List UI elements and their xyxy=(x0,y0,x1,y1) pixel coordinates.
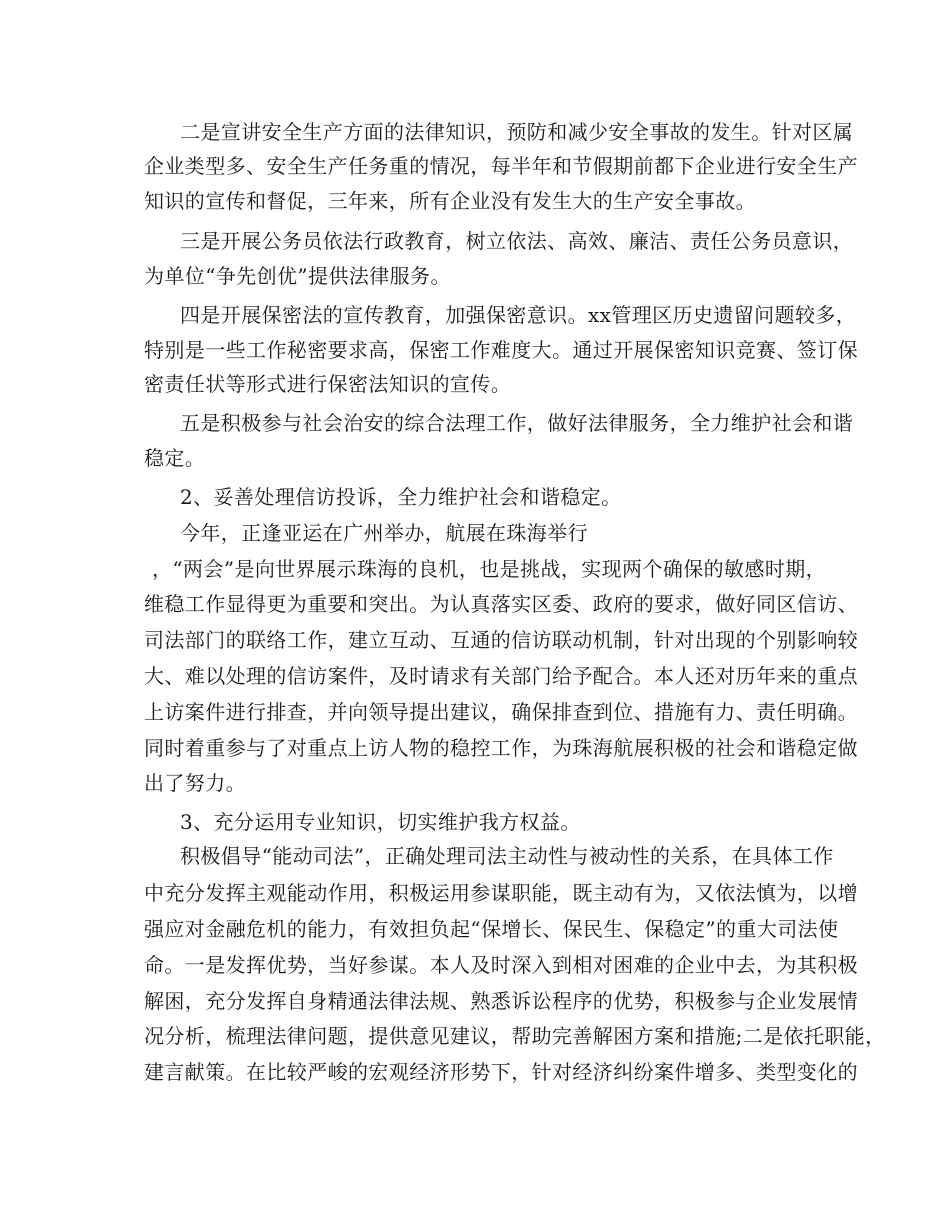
text-line: 密责任状等形式进行保密法知识的宣传。 xyxy=(144,372,512,396)
text-line: 三是开展公务员依法行政教育，树立依法、高效、廉洁、责任公务员意识， xyxy=(180,229,854,253)
text-line: 中充分发挥主观能动作用，积极运用参谋职能，既主动有为，又依法慎为，以增 xyxy=(144,881,858,905)
text-line: 况分析，梳理法律问题，提供意见建议，帮助完善解困方案和措施;二是依托职能， xyxy=(144,1024,886,1048)
text-line: 建言献策。在比较严峻的宏观经济形势下，针对经济纠纷案件增多、类型变化的 xyxy=(144,1060,858,1084)
text-line: 同时着重参与了对重点上访人物的稳控工作，为珠海航展积极的社会和谐稳定做 xyxy=(144,736,858,760)
text-line: 知识的宣传和督促，三年来，所有企业没有发生大的生产安全事故。 xyxy=(144,189,756,213)
text-line: 企业类型多、安全生产任务重的情况，每半年和节假期前都下企业进行安全生产 xyxy=(144,154,858,178)
text-line: 司法部门的联络工作，建立互动、互通的信访联动机制，针对出现的个别影响较 xyxy=(144,628,858,652)
text-line: 3、充分运用专业知识，切实维护我方权益。 xyxy=(180,810,581,834)
text-line: 上访案件进行排查，并向领导提出建议，确保排查到位、措施有力、责任明确。 xyxy=(144,700,858,724)
text-line: 积极倡导“能动司法”，正确处理司法主动性与被动性的关系，在具体工作 xyxy=(180,844,834,868)
text-line: 命。一是发挥优势，当好参谋。本人及时深入到相对困难的企业中去，为其积极 xyxy=(144,953,858,977)
text-line: 今年，正逢亚运在广州举办，航展在珠海举行 xyxy=(180,521,588,545)
text-line: 出了努力。 xyxy=(144,771,246,795)
text-line: 二是宣讲安全生产方面的法律知识，预防和减少安全事故的发生。针对区属 xyxy=(180,120,854,144)
text-line: 2、妥善处理信访投诉，全力维护社会和谐稳定。 xyxy=(180,485,622,509)
text-line: 四是开展保密法的宣传教育，加强保密意识。xx管理区历史遗留问题较多， xyxy=(180,303,857,327)
text-line: 为单位“争先创优”提供法律服务。 xyxy=(144,264,451,288)
text-line: 稳定。 xyxy=(144,446,206,470)
text-line: 维稳工作显得更为重要和突出。为认真落实区委、政府的要求，做好同区信访、 xyxy=(144,592,858,616)
text-line: 特别是一些工作秘密要求高，保密工作难度大。通过开展保密知识竞赛、签订保 xyxy=(144,338,858,362)
text-line: 解困，充分发挥自身精通法律法规、熟悉诉讼程序的优势，积极参与企业发展情 xyxy=(144,989,858,1013)
text-line: ，“两会”是向世界展示珠海的良机，也是挑战，实现两个确保的敏感时期， xyxy=(152,557,827,581)
text-line: 强应对金融危机的能力，有效担负起“保增长、保民生、保稳定”的重大司法使 xyxy=(144,917,839,941)
text-line: 五是积极参与社会治安的综合法理工作，做好法律服务，全力维护社会和谐 xyxy=(180,411,854,435)
text-line: 大、难以处理的信访案件，及时请求有关部门给予配合。本人还对历年来的重点 xyxy=(144,664,858,688)
